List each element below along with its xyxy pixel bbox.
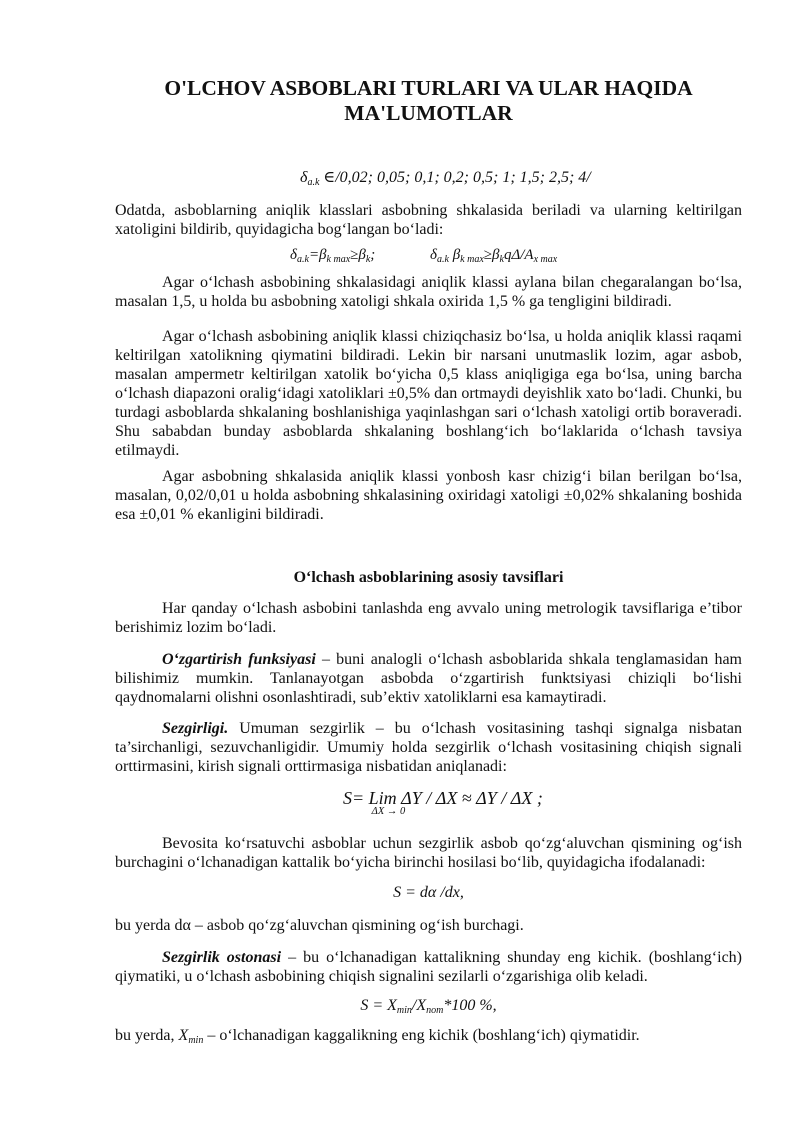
paragraph-text: Umuman sezgirlik – bu o‘lchash vositasining tashqi signalga nisbatan ta’sirchanligi, sezuvchanligidir. Umumiy holda sezgirlik o‘lchash vositasining chiqish signali orttirmasini, kirish signali orttirmasiga nisbatidan aniqlanadi: xyxy=(115,720,742,775)
formula-text: δ xyxy=(430,247,437,263)
title-line-2: MA'LUMOTLAR xyxy=(344,101,513,125)
formula-text: /X xyxy=(411,997,427,1014)
formula-subscript: nom xyxy=(426,1005,444,1016)
formula-lim-label: Lim xyxy=(368,788,397,808)
formula-subscript: min xyxy=(396,1005,412,1016)
page-title xyxy=(115,76,742,126)
formula-relation-left xyxy=(290,246,430,265)
variable-x: X xyxy=(178,1027,189,1044)
term-threshold: Sezgirlik ostonasi xyxy=(162,949,282,966)
formula-text: ; xyxy=(370,247,376,263)
paragraph-fraction-class: Agar asbobning shkalasida aniqlik klassi yonbosh kasr chizig‘i bilan berilgan bo‘lsa, masalan, 0,02/0,01 u holda asbobning shkalasining oxiridagi xatoligi ±0,02% shkalaning boshida esa ±0,01 % ekanligini bildiradi. xyxy=(115,468,742,523)
formula-subscript: k xyxy=(499,254,504,265)
formula-subscript: a.k xyxy=(296,254,309,265)
formula-text: =β xyxy=(308,247,327,263)
paragraph-sensitivity xyxy=(115,719,742,776)
paragraph-text: bu yerda, xyxy=(115,1027,179,1044)
formula-subscript: k max xyxy=(460,254,484,265)
paragraph-intro: Odatda, asboblarning aniqlik klasslari asbobning shkalasida beriladi va ularning keltirilgan xatoligini bildirib, quyidagicha bog‘langan bo‘ladi: xyxy=(115,202,742,238)
formula-subscript: a.k xyxy=(307,177,320,188)
formula-limit-condition: ΔX → 0 xyxy=(371,806,406,817)
formula-subscript: a.k xyxy=(436,254,449,265)
formula-accuracy-classes xyxy=(115,168,742,187)
formula-sensitivity xyxy=(115,788,742,817)
paragraph-metrology-intro: Har qanday o‘lchash asbobini tanlashda eng avvalo uning metrologik tavsiflariga e’tibor berishimiz lozim bo‘ladi. xyxy=(115,600,742,636)
formula-text: ≥β xyxy=(483,247,500,263)
formula-symbol: δ xyxy=(300,169,308,186)
paragraph-text: – buni analogli o‘lchash asboblarida shkala tenglamasidan ham bilishimiz mumkin. Tanlanayotgan asbobda o‘zgartirish funktsiyasi chiziqli bo‘lishi qaydnomalarni olishni osonlashtiradi, sub’ektiv xatoliklarni esa kamaytiradi. xyxy=(115,651,742,706)
formula-lhs: S= xyxy=(343,788,369,808)
formula-text: S = X xyxy=(360,997,397,1014)
formula-text: qΔ/A xyxy=(503,247,534,263)
formula-values: ∈/0,02; 0,05; 0,1; 0,2; 0,5; 1; 1,5; 2,5; 4/ xyxy=(319,169,591,186)
paragraph-direct-instruments: Bevosita ko‘rsatuvchi asboblar uchun sezgirlik asbob qo‘zg‘aluvchan qismining og‘ish burchagini o‘lchanadigan kattalik bo‘yicha birinchi hosilasi bo‘lib, quyidagicha ifodalanadi: xyxy=(115,835,742,871)
variable-subscript: min xyxy=(188,1035,204,1046)
formula-text: *100 %, xyxy=(443,997,497,1014)
title-line-1: O'LCHOV ASBOBLARI TURLARI VA ULAR HAQIDA xyxy=(164,76,693,100)
paragraph-where-xmin xyxy=(115,1026,742,1045)
formula-relation xyxy=(115,246,742,265)
formula-rhs: ΔY / ΔX ≈ ΔY / ΔX ; xyxy=(396,788,543,808)
paragraph-plain-class: Agar o‘lchash asbobining aniqlik klassi chiziqchasiz bo‘lsa, u holda aniqlik klassi raqami keltirilgan xatolikning qiymatini bildiradi. Lekin bir narsani unutmaslik lozim, agar asbob, masalan ampermetr keltirilgan xatolik bo‘yicha 0,5 klass aniqligiga ega bo‘lsa, uning barcha o‘lchash diapazoni oralig‘idagi xatoliklari ±0,5% dan ortmaydi deyishlik xato bo‘ladi. Chunki, bu turdagi asboblarda shkalaning boshlanishiga yaqinlashgan sari o‘lchash xatoligi ortib boraveradi. Shu sababdan bunday asboblarda shkalaning boshlang‘ich bo‘laklarida o‘lchash tavsiya etilmaydi. xyxy=(115,328,742,459)
formula-derivative: S = dα /dx, xyxy=(393,884,464,901)
formula-subscript: k xyxy=(365,254,371,265)
formula-text: δ xyxy=(290,247,297,263)
section-heading: O‘lchash asboblarining asosiy tavsiflari xyxy=(293,569,564,586)
paragraph-text: – o‘lchanadigan kaggalikning eng kichik (boshlang‘ich) qiymatidir. xyxy=(203,1027,640,1044)
formula-subscript: x max xyxy=(533,254,558,265)
paragraph-text: – bu o‘lchanadigan kattalikning shunday eng kichik. (boshlang‘ich) qiymatiki, u o‘lchash asbobining chiqish signalini sezilarli o‘zgarishiga olib keladi. xyxy=(115,949,743,985)
formula-relation-right xyxy=(430,246,557,265)
formula-limit xyxy=(368,788,406,817)
formula-text: β xyxy=(448,247,461,263)
paragraph-where-dalpha: bu yerda dα – asbob qo‘zg‘aluvchan qismining og‘ish burchagi. xyxy=(115,917,524,934)
term-transfer-function: O‘zgartirish funksiyasi xyxy=(162,651,316,668)
paragraph-circle-class: Agar o‘lchash asbobining shkalasidagi aniqlik klassi aylana bilan chegaralangan bo‘lsa, masalan 1,5, u holda bu asbobning xatoligi shkala oxirida 1,5 % ga tengligini bildiradi. xyxy=(115,274,742,310)
formula-threshold xyxy=(115,996,742,1015)
formula-subscript: k max xyxy=(326,254,351,265)
term-sensitivity: Sezgirligi. xyxy=(162,720,229,737)
paragraph-transfer-function xyxy=(115,650,742,707)
paragraph-threshold xyxy=(115,948,742,986)
formula-text: ≥β xyxy=(350,247,366,263)
